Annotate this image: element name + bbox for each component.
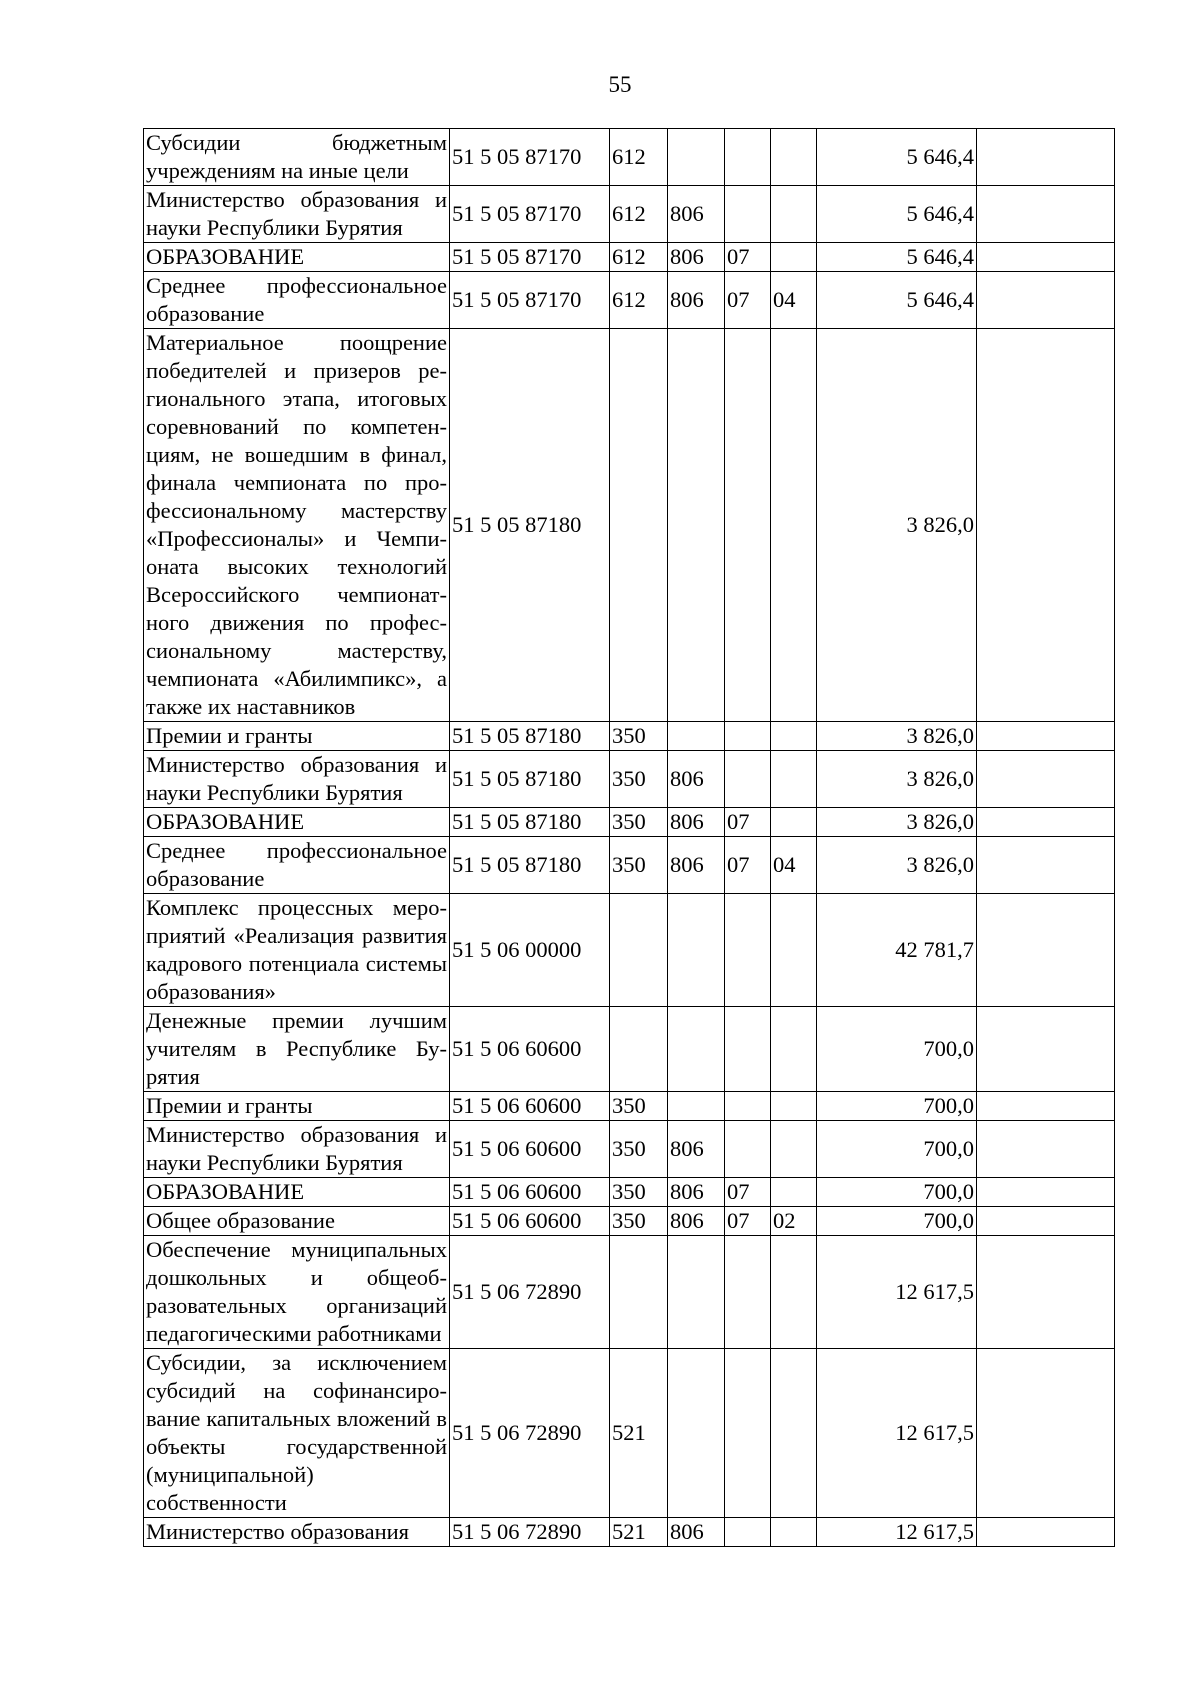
empty-cell — [977, 894, 1115, 1007]
ministry-code: 806 — [668, 272, 725, 329]
empty-cell — [977, 1518, 1115, 1547]
section-code: 07 — [725, 243, 771, 272]
ministry-code: 806 — [668, 837, 725, 894]
row-name: Денежные премии лучшим учителям в Республике Бурятия — [144, 1007, 450, 1092]
ministry-code — [668, 1236, 725, 1349]
amount: 3 826,0 — [817, 751, 977, 808]
table-row — [144, 808, 1115, 837]
target-article-code: 51 5 05 87180 — [450, 837, 610, 894]
row-name: Министерство образования и науки Республики Бурятия — [144, 186, 450, 243]
target-article-code: 51 5 05 87180 — [450, 751, 610, 808]
subsection-code: 04 — [771, 837, 817, 894]
amount: 700,0 — [817, 1207, 977, 1236]
table-row — [144, 837, 1115, 894]
amount: 12 617,5 — [817, 1349, 977, 1518]
empty-cell — [977, 186, 1115, 243]
amount: 3 826,0 — [817, 808, 977, 837]
subsection-code — [771, 751, 817, 808]
expense-type-code: 612 — [610, 129, 668, 186]
section-code — [725, 722, 771, 751]
ministry-code: 806 — [668, 808, 725, 837]
expense-type-code — [610, 894, 668, 1007]
subsection-code — [771, 1007, 817, 1092]
expense-type-code — [610, 329, 668, 722]
target-article-code: 51 5 06 60600 — [450, 1207, 610, 1236]
section-code: 07 — [725, 1207, 771, 1236]
expense-type-code — [610, 1236, 668, 1349]
empty-cell — [977, 129, 1115, 186]
empty-cell — [977, 1207, 1115, 1236]
empty-cell — [977, 1236, 1115, 1349]
empty-cell — [977, 329, 1115, 722]
section-code — [725, 1349, 771, 1518]
row-name: Министерство образования и науки Республики Бурятия — [144, 1121, 450, 1178]
target-article-code: 51 5 06 60600 — [450, 1178, 610, 1207]
target-article-code: 51 5 05 87180 — [450, 722, 610, 751]
table-row — [144, 751, 1115, 808]
row-name: Среднее профессиональное образование — [144, 272, 450, 329]
section-code: 07 — [725, 808, 771, 837]
expense-type-code — [610, 1007, 668, 1092]
section-code: 07 — [725, 1178, 771, 1207]
amount: 3 826,0 — [817, 837, 977, 894]
table-row — [144, 894, 1115, 1007]
subsection-code — [771, 1236, 817, 1349]
section-code: 07 — [725, 837, 771, 894]
ministry-code — [668, 1092, 725, 1121]
row-name: Комплекс процессных мероприятий «Реализация развития кадрового потенциала системы образования» — [144, 894, 450, 1007]
subsection-code: 02 — [771, 1207, 817, 1236]
subsection-code — [771, 243, 817, 272]
expense-type-code: 521 — [610, 1518, 668, 1547]
ministry-code: 806 — [668, 1121, 725, 1178]
section-code — [725, 1236, 771, 1349]
target-article-code: 51 5 06 72890 — [450, 1518, 610, 1547]
amount: 3 826,0 — [817, 329, 977, 722]
ministry-code: 806 — [668, 1207, 725, 1236]
expense-type-code: 350 — [610, 1178, 668, 1207]
row-name: ОБРАЗОВАНИЕ — [144, 243, 450, 272]
target-article-code: 51 5 06 60600 — [450, 1092, 610, 1121]
amount: 700,0 — [817, 1007, 977, 1092]
row-name: ОБРАЗОВАНИЕ — [144, 808, 450, 837]
table-row — [144, 1092, 1115, 1121]
expense-type-code: 350 — [610, 837, 668, 894]
table-row — [144, 1236, 1115, 1349]
expense-type-code: 612 — [610, 186, 668, 243]
empty-cell — [977, 808, 1115, 837]
empty-cell — [977, 243, 1115, 272]
amount: 5 646,4 — [817, 129, 977, 186]
row-name: Премии и гранты — [144, 1092, 450, 1121]
section-code: 07 — [725, 272, 771, 329]
expense-type-code: 350 — [610, 1121, 668, 1178]
table-row — [144, 1007, 1115, 1092]
table-row — [144, 1121, 1115, 1178]
amount: 12 617,5 — [817, 1518, 977, 1547]
section-code — [725, 1092, 771, 1121]
row-name: Министерство образования и науки Республики Бурятия — [144, 751, 450, 808]
section-code — [725, 329, 771, 722]
subsection-code — [771, 1092, 817, 1121]
expense-type-code: 612 — [610, 272, 668, 329]
ministry-code — [668, 329, 725, 722]
section-code — [725, 186, 771, 243]
target-article-code: 51 5 05 87170 — [450, 243, 610, 272]
table-row — [144, 1518, 1115, 1547]
budget-table — [143, 128, 1115, 1547]
row-name: Премии и гранты — [144, 722, 450, 751]
amount: 5 646,4 — [817, 243, 977, 272]
page-number: 55 — [608, 72, 632, 97]
table-row — [144, 1178, 1115, 1207]
amount: 700,0 — [817, 1092, 977, 1121]
subsection-code — [771, 1349, 817, 1518]
target-article-code: 51 5 05 87170 — [450, 186, 610, 243]
amount: 700,0 — [817, 1178, 977, 1207]
subsection-code — [771, 808, 817, 837]
expense-type-code: 612 — [610, 243, 668, 272]
target-article-code: 51 5 06 00000 — [450, 894, 610, 1007]
subsection-code — [771, 329, 817, 722]
target-article-code: 51 5 05 87170 — [450, 272, 610, 329]
ministry-code: 806 — [668, 1518, 725, 1547]
ministry-code — [668, 722, 725, 751]
target-article-code: 51 5 06 60600 — [450, 1007, 610, 1092]
subsection-code — [771, 722, 817, 751]
ministry-code: 806 — [668, 243, 725, 272]
row-name: Среднее профессиональное образование — [144, 837, 450, 894]
row-name: ОБРАЗОВАНИЕ — [144, 1178, 450, 1207]
section-code — [725, 129, 771, 186]
section-code — [725, 1007, 771, 1092]
ministry-code — [668, 129, 725, 186]
amount: 3 826,0 — [817, 722, 977, 751]
empty-cell — [977, 1178, 1115, 1207]
table-row — [144, 329, 1115, 722]
row-name: Министерство образования — [144, 1518, 450, 1547]
subsection-code — [771, 186, 817, 243]
row-name: Общее образование — [144, 1207, 450, 1236]
section-code — [725, 1518, 771, 1547]
row-name: Обеспечение муниципальных дошкольных и общеобразовательных организаций педагогическими работниками — [144, 1236, 450, 1349]
expense-type-code: 521 — [610, 1349, 668, 1518]
empty-cell — [977, 1349, 1115, 1518]
target-article-code: 51 5 05 87180 — [450, 808, 610, 837]
table-row — [144, 1349, 1115, 1518]
empty-cell — [977, 751, 1115, 808]
section-code — [725, 751, 771, 808]
row-name: Субсидии, за исключением субсидий на софинансирование капитальных вложений в объекты государственной (муниципальной) собственности — [144, 1349, 450, 1518]
amount: 5 646,4 — [817, 186, 977, 243]
table-row — [144, 1207, 1115, 1236]
target-article-code: 51 5 05 87170 — [450, 129, 610, 186]
ministry-code — [668, 1349, 725, 1518]
table-row — [144, 243, 1115, 272]
row-name: Субсидии бюджетным учреждениям на иные цели — [144, 129, 450, 186]
target-article-code: 51 5 06 72890 — [450, 1236, 610, 1349]
ministry-code: 806 — [668, 751, 725, 808]
empty-cell — [977, 272, 1115, 329]
amount: 12 617,5 — [817, 1236, 977, 1349]
subsection-code — [771, 1121, 817, 1178]
subsection-code — [771, 1178, 817, 1207]
target-article-code: 51 5 05 87180 — [450, 329, 610, 722]
expense-type-code: 350 — [610, 808, 668, 837]
subsection-code: 04 — [771, 272, 817, 329]
expense-type-code: 350 — [610, 751, 668, 808]
empty-cell — [977, 1092, 1115, 1121]
expense-type-code: 350 — [610, 1207, 668, 1236]
amount: 42 781,7 — [817, 894, 977, 1007]
table-row — [144, 129, 1115, 186]
expense-type-code: 350 — [610, 1092, 668, 1121]
section-code — [725, 1121, 771, 1178]
empty-cell — [977, 837, 1115, 894]
expense-type-code: 350 — [610, 722, 668, 751]
subsection-code — [771, 1518, 817, 1547]
amount: 5 646,4 — [817, 272, 977, 329]
empty-cell — [977, 1121, 1115, 1178]
target-article-code: 51 5 06 72890 — [450, 1349, 610, 1518]
row-name: Материальное поощрение победителей и призеров регионального этапа, итоговых соревнований по компетенциям, не вошедшим в финал, финала чемпионата по профессиональному мастерству «Профессионалы» и Чемпионата высоких технологий Всероссийского чемпионатного движения по профессиональному мастерству, чемпионата «Абилимпикс», а также их наставников — [144, 329, 450, 722]
table-row — [144, 186, 1115, 243]
table-row — [144, 722, 1115, 751]
table-row — [144, 272, 1115, 329]
empty-cell — [977, 1007, 1115, 1092]
amount: 700,0 — [817, 1121, 977, 1178]
subsection-code — [771, 129, 817, 186]
section-code — [725, 894, 771, 1007]
ministry-code — [668, 894, 725, 1007]
subsection-code — [771, 894, 817, 1007]
target-article-code: 51 5 06 60600 — [450, 1121, 610, 1178]
ministry-code: 806 — [668, 1178, 725, 1207]
ministry-code: 806 — [668, 186, 725, 243]
ministry-code — [668, 1007, 725, 1092]
empty-cell — [977, 722, 1115, 751]
